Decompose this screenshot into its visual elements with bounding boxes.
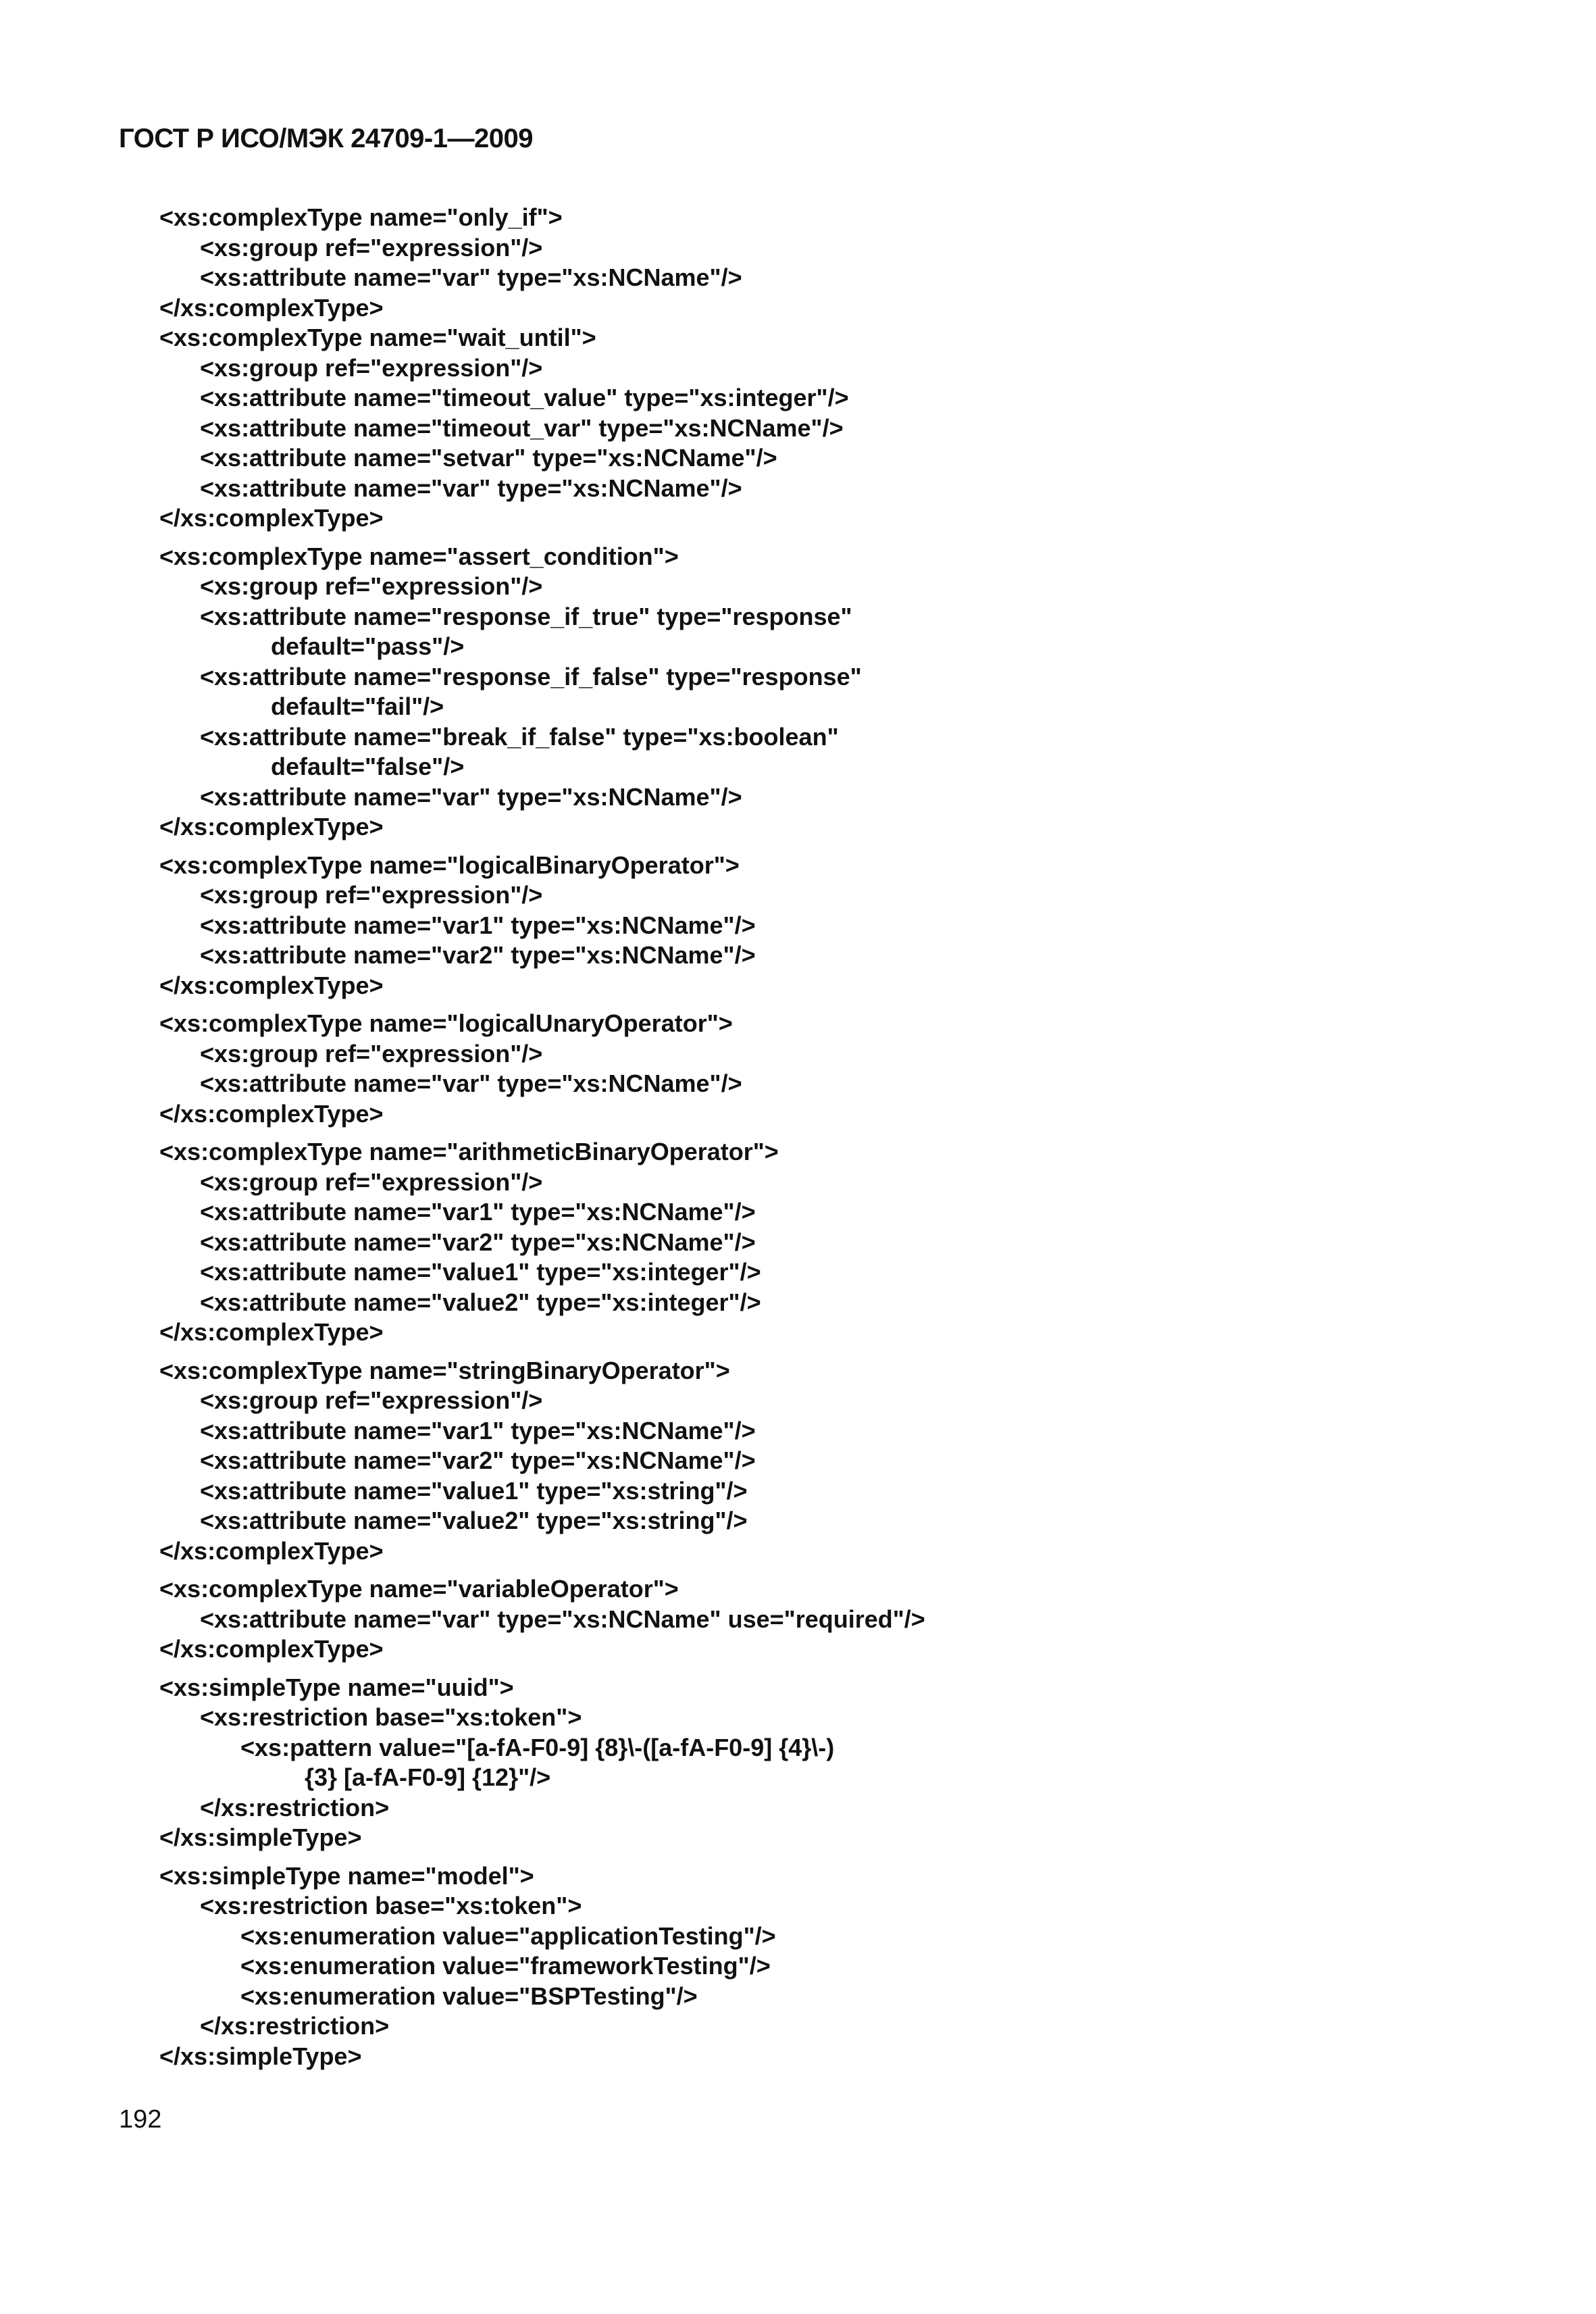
code-line: default="pass"/> bbox=[271, 632, 465, 660]
code-line: <xs:attribute name="var" type="xs:NCName"/> bbox=[200, 782, 742, 811]
code-line: <xs:enumeration value="applicationTesting"/> bbox=[240, 1921, 776, 1950]
code-line: default="fail"/> bbox=[271, 693, 444, 720]
code-line: <xs:attribute name="value1" type="xs:integer"/> bbox=[200, 1258, 761, 1286]
code-block bbox=[159, 203, 1510, 534]
code-line: <xs:complexType name="only_if"> bbox=[159, 203, 563, 231]
code-line: <xs:attribute name="var" type="xs:NCName"/> bbox=[200, 474, 742, 502]
code-line: <xs:attribute name="value2" type="xs:integer"/> bbox=[200, 1288, 761, 1316]
code-line: <xs:complexType name="logicalUnaryOperator"> bbox=[159, 1009, 733, 1037]
code-block bbox=[159, 1574, 1510, 1665]
code-line: <xs:attribute name="var" type="xs:NCName"/> bbox=[200, 263, 742, 291]
code-line: <xs:attribute name="var" type="xs:NCName" use="required"/> bbox=[200, 1605, 925, 1633]
code-line: <xs:attribute name="response_if_true" type="response" bbox=[200, 602, 852, 630]
code-line: </xs:complexType> bbox=[159, 1318, 384, 1346]
code-line: <xs:enumeration value="BSPTesting"/> bbox=[240, 1982, 698, 2010]
code-line: <xs:attribute name="timeout_var" type="xs:NCName"/> bbox=[200, 413, 844, 442]
code-line: <xs:group ref="expression"/> bbox=[200, 353, 543, 382]
code-line: <xs:attribute name="var1" type="xs:NCName"/> bbox=[200, 911, 756, 939]
code-block bbox=[159, 542, 1510, 842]
code-line: <xs:pattern value="[a-fA-F0-9] {8}\-([a-fA-F0-9] {4}\-) bbox=[240, 1733, 835, 1761]
code-line: </xs:complexType> bbox=[159, 1536, 384, 1565]
code-line: <xs:enumeration value="frameworkTesting"/> bbox=[240, 1952, 771, 1980]
code-line: <xs:group ref="expression"/> bbox=[200, 881, 543, 909]
code-line: <xs:group ref="expression"/> bbox=[200, 233, 543, 261]
code-line: <xs:attribute name="value1" type="xs:string"/> bbox=[200, 1476, 748, 1505]
code-line: <xs:attribute name="break_if_false" type="xs:boolean" bbox=[200, 722, 839, 751]
code-line: <xs:attribute name="var2" type="xs:NCName"/> bbox=[200, 1447, 756, 1474]
code-block bbox=[159, 1009, 1510, 1129]
code-line: <xs:group ref="expression"/> bbox=[200, 1167, 543, 1196]
code-line: <xs:attribute name="timeout_value" type="xs:integer"/> bbox=[200, 384, 849, 411]
code-line: </xs:complexType> bbox=[159, 1099, 384, 1128]
code-line: <xs:simpleType name="model"> bbox=[159, 1861, 534, 1890]
code-line: <xs:complexType name="variableOperator"> bbox=[159, 1575, 679, 1603]
code-block bbox=[159, 1673, 1510, 1853]
code-block bbox=[159, 1356, 1510, 1567]
code-line: <xs:attribute name="var1" type="xs:NCName"/> bbox=[200, 1198, 756, 1226]
code-line: <xs:attribute name="var" type="xs:NCName"/> bbox=[200, 1070, 742, 1097]
code-line: <xs:simpleType name="uuid"> bbox=[159, 1673, 514, 1701]
code-line: <xs:complexType name="wait_until"> bbox=[159, 324, 596, 351]
document-header: ГОСТ Р ИСО/МЭК 24709-1—2009 bbox=[119, 124, 533, 153]
code-line: </xs:complexType> bbox=[159, 504, 384, 532]
code-line: <xs:complexType name="assert_condition"> bbox=[159, 542, 679, 570]
code-line: </xs:restriction> bbox=[200, 1793, 390, 1821]
code-line: <xs:attribute name="var2" type="xs:NCName"/> bbox=[200, 1228, 756, 1256]
code-line: default="false"/> bbox=[271, 753, 465, 780]
code-line: <xs:complexType name="stringBinaryOperator"> bbox=[159, 1356, 730, 1384]
code-line: <xs:attribute name="value2" type="xs:string"/> bbox=[200, 1507, 748, 1534]
code-line: <xs:attribute name="var1" type="xs:NCName"/> bbox=[200, 1416, 756, 1444]
code-line: <xs:complexType name="logicalBinaryOperator"> bbox=[159, 851, 740, 879]
code-block bbox=[159, 1861, 1510, 2072]
code-line: </xs:simpleType> bbox=[159, 2042, 362, 2070]
code-line: <xs:group ref="expression"/> bbox=[200, 572, 543, 600]
code-line: </xs:complexType> bbox=[159, 1635, 384, 1663]
code-line: </xs:complexType> bbox=[159, 293, 384, 322]
code-line: <xs:group ref="expression"/> bbox=[200, 1386, 543, 1414]
code-line: <xs:complexType name="arithmeticBinaryOperator"> bbox=[159, 1138, 779, 1165]
code-line: <xs:restriction base="xs:token"> bbox=[200, 1703, 582, 1731]
code-line: <xs:attribute name="response_if_false" type="response" bbox=[200, 662, 862, 690]
code-block bbox=[159, 1137, 1510, 1348]
code-line: <xs:attribute name="setvar" type="xs:NCName"/> bbox=[200, 444, 777, 472]
xml-schema-listing bbox=[159, 203, 1510, 2080]
code-line: </xs:complexType> bbox=[159, 813, 384, 840]
code-block bbox=[159, 851, 1510, 1001]
code-line: <xs:restriction base="xs:token"> bbox=[200, 1892, 582, 1919]
page-number: 192 bbox=[119, 2105, 162, 2134]
code-line: <xs:attribute name="var2" type="xs:NCName"/> bbox=[200, 941, 756, 969]
code-line: </xs:complexType> bbox=[159, 971, 384, 999]
code-line: </xs:restriction> bbox=[200, 2012, 390, 2040]
code-line: </xs:simpleType> bbox=[159, 1823, 362, 1851]
code-line: <xs:group ref="expression"/> bbox=[200, 1039, 543, 1067]
code-line: {3} [a-fA-F0-9] {12}"/> bbox=[305, 1763, 551, 1791]
